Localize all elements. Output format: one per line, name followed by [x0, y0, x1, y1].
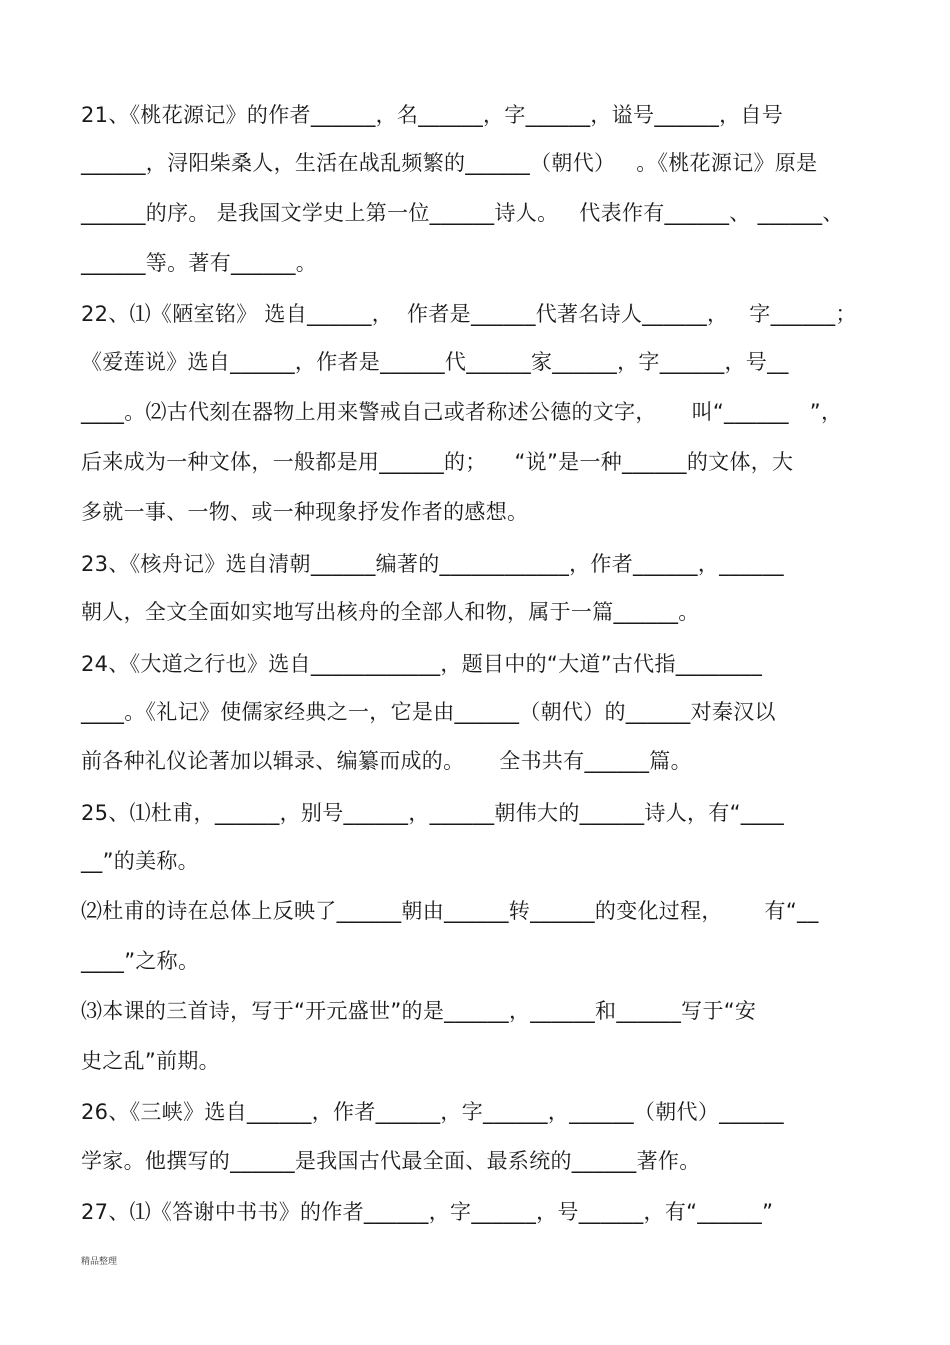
q27-line-1: 27、⑴《答谢中书书》的作者______，字______，号______，有“______” — [81, 1200, 774, 1224]
page-footer: 精品整理 — [81, 1257, 118, 1267]
q25-line-6: 史之乱”前期。 — [81, 1049, 220, 1073]
q26-line-1: 26、《三峡》选自______，作者______，字______，______（朝代）______ — [81, 1100, 784, 1124]
q22-line-3: ____。⑵古代刻在器物上用来警戒自己或者称述公德的文字， 叫“______ ”， — [81, 400, 843, 424]
q21-line-3: ______的序。 是我国文学史上第一位______诗人。 代表作有______、 ______、 — [81, 201, 844, 225]
q23-line-2: 朝人，全文全面如实地写出核舟的全部人和物，属于一篇______。 — [81, 600, 700, 624]
q25-line-5: ⑶本课的三首诗，写于“开元盛世”的是______，______和______写于“安 — [81, 999, 757, 1023]
q25-line-2: __”的美称。 — [81, 849, 199, 873]
q24-line-1: 24、《大道之行也》选自____________，题目中的“大道”古代指________ — [81, 652, 763, 676]
q22-line-5: 多就一事、一物、或一种现象抒发作者的感想。 — [81, 500, 529, 524]
q24-line-3: 前各种礼仪论著加以辑录、编纂而成的。 全书共有______篇。 — [81, 749, 692, 773]
q22-line-2: 《爱莲说》选自______，作者是______代______家______，字______，号__ — [81, 350, 789, 374]
q25-line-1: 25、⑴杜甫，______，别号______，______朝伟大的______诗人，有“____ — [81, 801, 784, 825]
q25-line-3: ⑵杜甫的诗在总体上反映了______朝由______转______的变化过程， 有“__ — [81, 899, 819, 923]
q23-line-1: 23、《核舟记》选自清朝______编著的____________，作者______，______ — [81, 552, 784, 576]
q21-line-1: 21、《桃花源记》的作者______，名______，字______，谥号______，自号 — [81, 103, 784, 127]
q22-line-4: 后来成为一种文体，一般都是用______的； “说”是一种______的文体，大 — [81, 450, 794, 474]
q22-line-1: 22、⑴《陋室铭》 选自______， 作者是______代著名诗人______， 字______； — [81, 302, 857, 326]
q21-line-2: ______，浔阳柴桑人，生活在战乱频繁的______（朝代） 。《桃花源记》原是 — [81, 151, 818, 175]
q26-line-2: 学家。他撰写的______是我国古代最全面、最系统的______著作。 — [81, 1149, 701, 1173]
q25-line-4: ____”之称。 — [81, 949, 200, 973]
q24-line-2: ____。《礼记》使儒家经典之一，它是由______（朝代）的______对秦汉以 — [81, 700, 776, 724]
q21-line-4: ______等。著有______。 — [81, 251, 318, 275]
